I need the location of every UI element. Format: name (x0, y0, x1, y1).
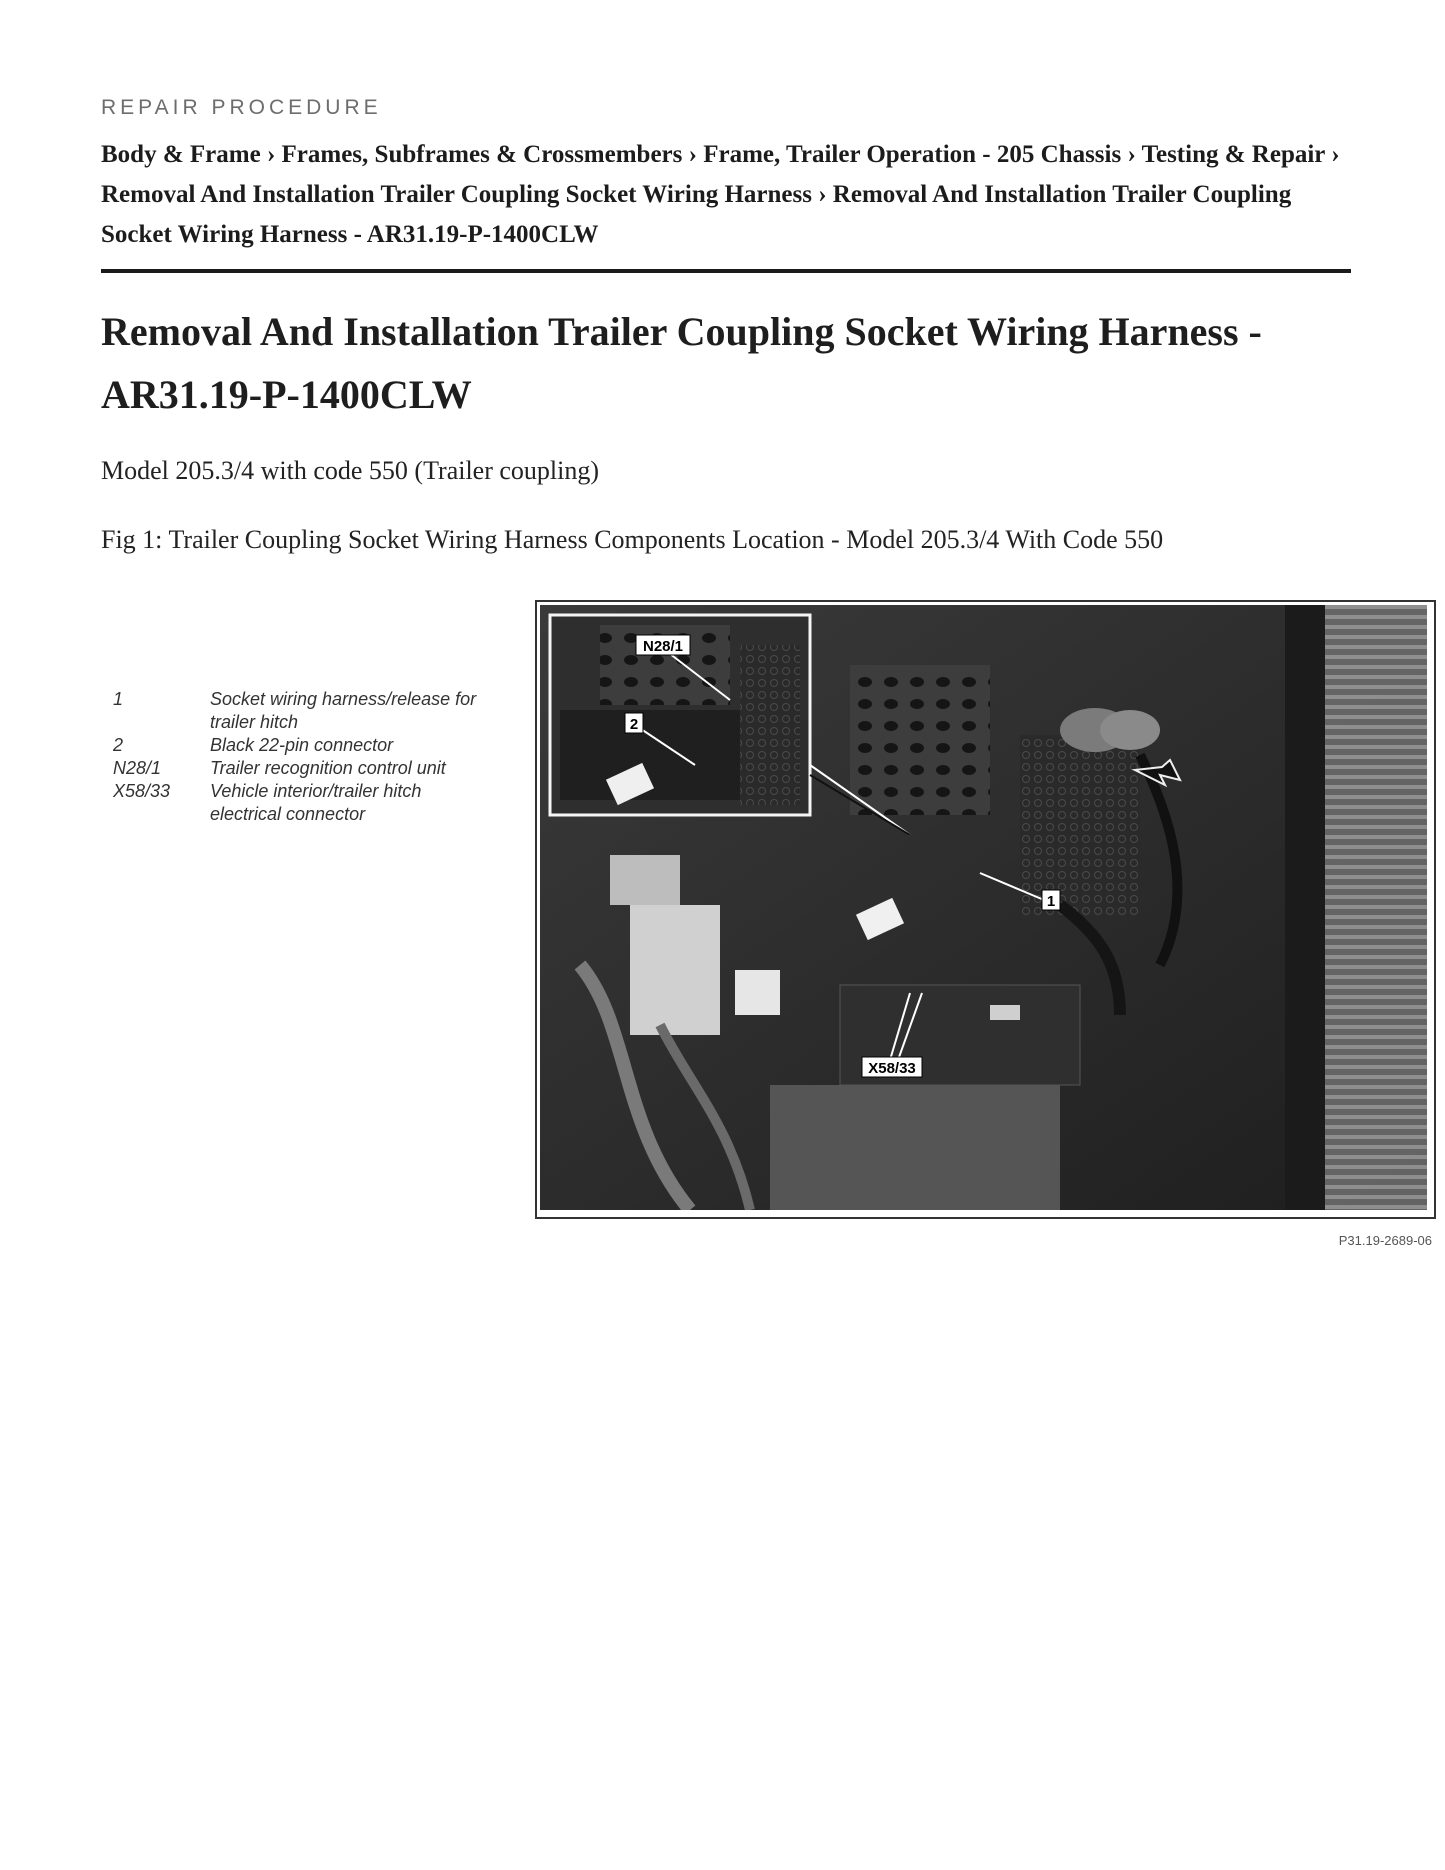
legend-key: X58/33 (113, 781, 171, 801)
protective-cap (1100, 710, 1160, 750)
legend-item (113, 757, 493, 780)
figure-caption: Fig 1: Trailer Coupling Socket Wiring Harness Components Location - Model 205.3/4 With Code 550 (101, 525, 1164, 554)
fuse-box (735, 970, 780, 1015)
legend-key: N28/1 (113, 758, 162, 778)
component-photo (535, 600, 1436, 1219)
legend-item (113, 780, 493, 826)
hex-tray (1020, 735, 1140, 915)
figure-legend (113, 688, 493, 826)
side-panel (1315, 605, 1427, 1210)
side-channel (1285, 605, 1325, 1210)
legend-desc: Black 22-pin connector (210, 735, 394, 755)
inset-hex (740, 645, 800, 805)
callout-2: 2 (629, 716, 639, 733)
breadcrumb: Body & Frame › Frames, Subframes & Crossmembers › Frame, Trailer Operation - 205 Chassis › Testing & Repair › Removal And Installation Trailer Coupling Socket Wiring Harness › Removal And Installation Trailer Coupling Socket Wiring Harness - AR31.19-P-1400CLW (101, 141, 1340, 248)
figure-id: P31.19-2689-06 (1338, 1233, 1432, 1248)
legend-desc: Socket wiring harness/release for trailer hitch (210, 689, 477, 732)
floor-panel (770, 1085, 1060, 1210)
perforated-tray (850, 665, 990, 815)
callout-x58: X58/33 (868, 1060, 916, 1077)
legend-key: 2 (113, 735, 124, 755)
section-eyebrow: REPAIR PROCEDURE (101, 96, 382, 119)
callout-1: 1 (1046, 893, 1056, 910)
control-unit (630, 905, 720, 1035)
model-line: Model 205.3/4 with code 550 (Trailer coupling) (101, 456, 600, 485)
legend-desc: Trailer recognition control unit (210, 758, 446, 778)
callout-n28: N28/1 (642, 638, 684, 655)
component-photo-illustration (540, 605, 1427, 1210)
relay-block (610, 855, 680, 905)
page-title: Removal And Installation Trailer Coupling Socket Wiring Harness - AR31.19-P-1400CLW (101, 309, 1262, 417)
legend-item (113, 688, 493, 734)
legend-desc: Vehicle interior/trailer hitch electrical connector (210, 781, 422, 824)
header-divider (101, 269, 1351, 273)
legend-key: 1 (113, 689, 124, 709)
legend-item (113, 734, 493, 757)
connector-x58 (990, 1005, 1020, 1020)
